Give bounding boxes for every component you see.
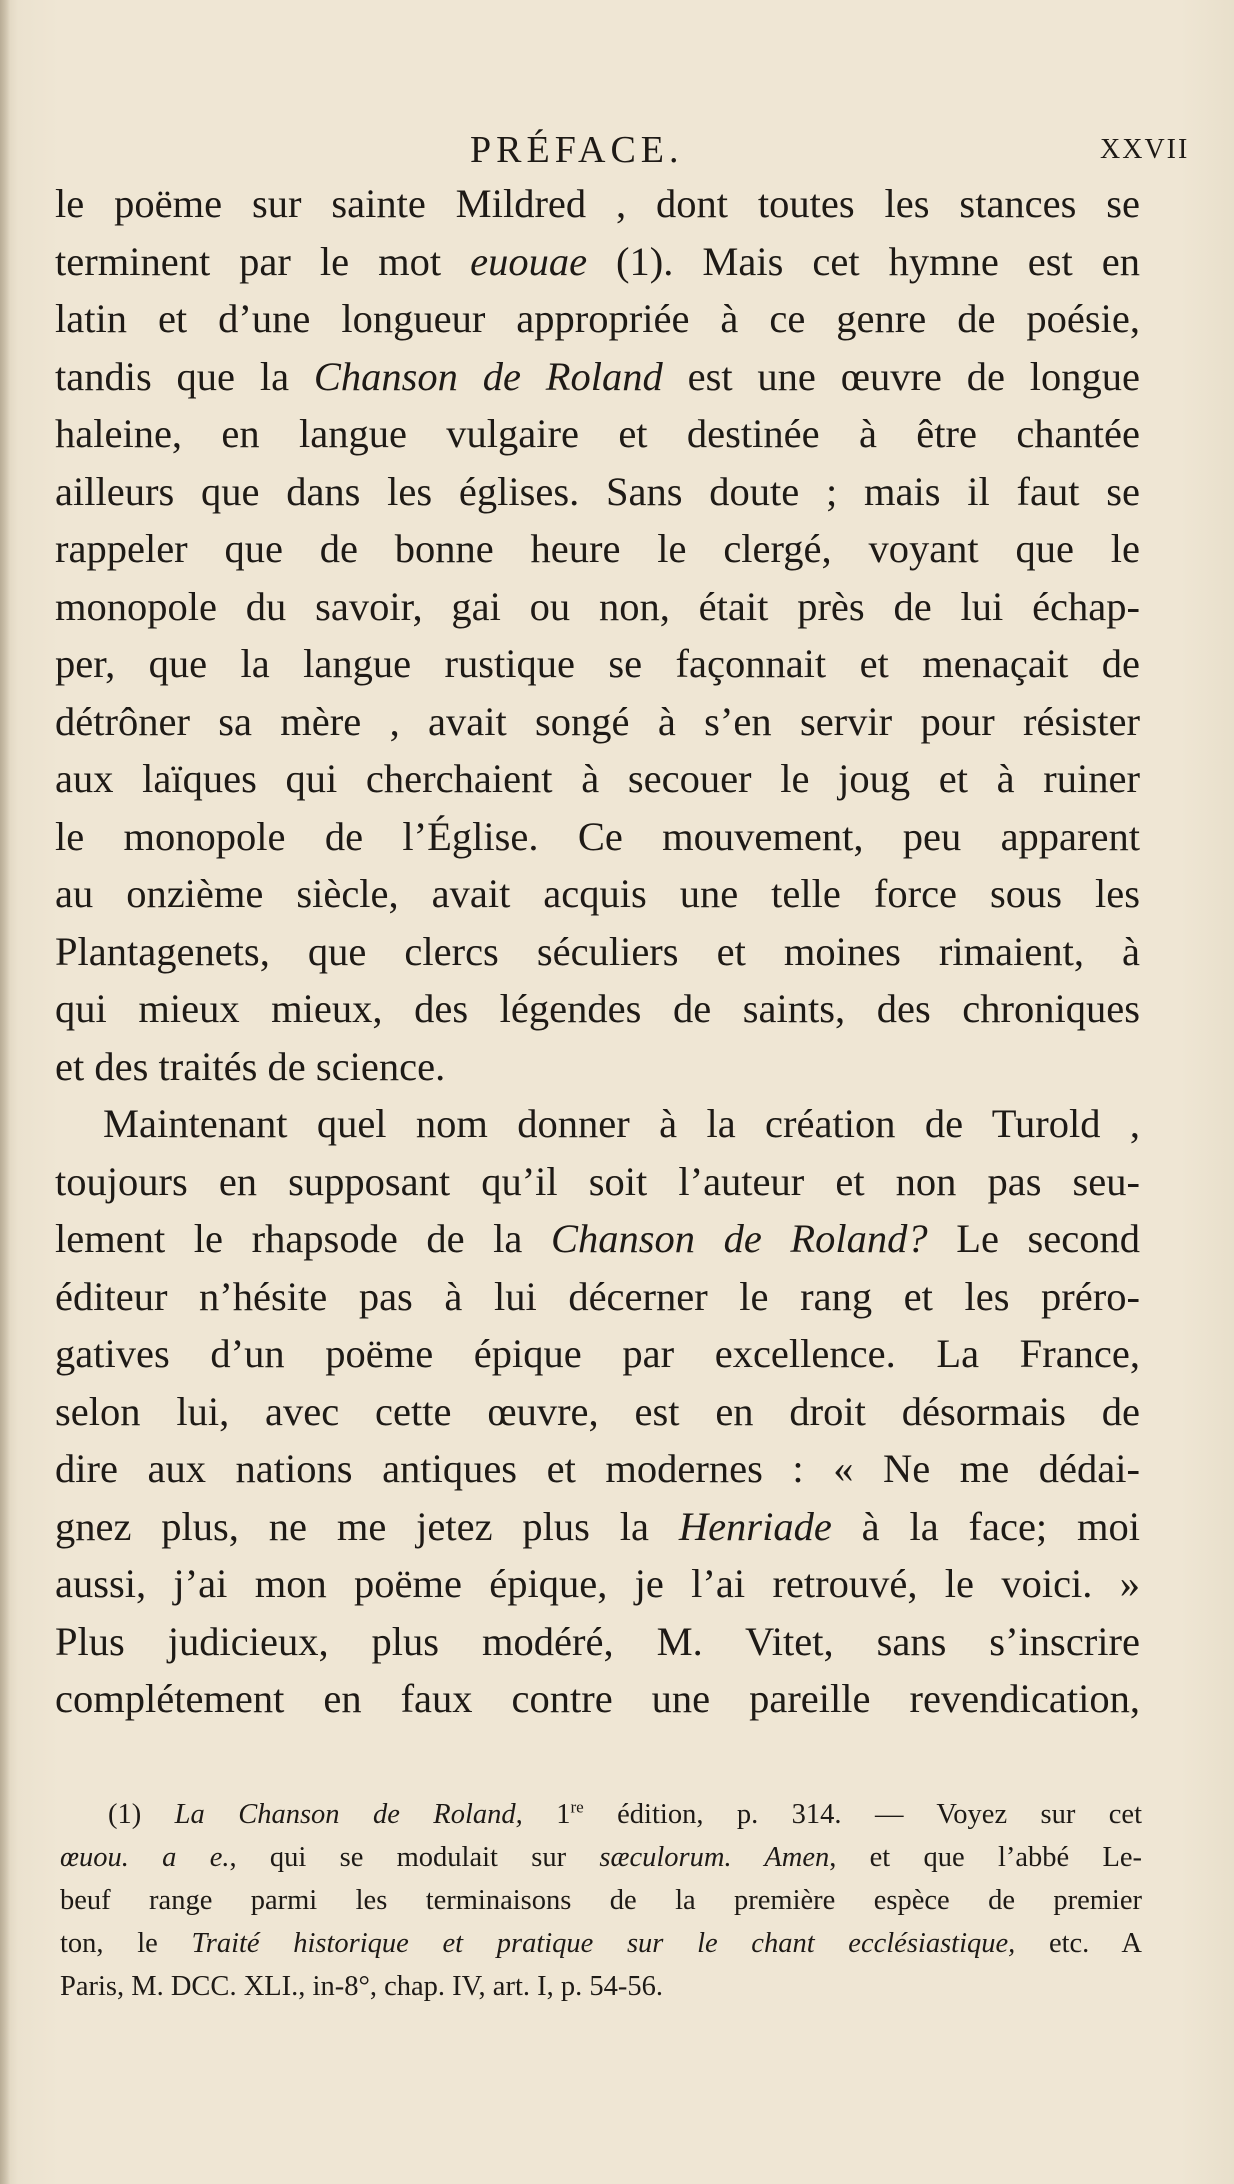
text-line: et des traités de science.	[55, 1043, 446, 1089]
text-line: monopole du savoir, gai ou non, était près de lui échap-	[55, 583, 1140, 629]
text-run: est une œuvre de longue	[662, 353, 1140, 399]
text-line	[55, 1498, 1140, 1556]
running-head	[60, 118, 1190, 178]
text-run: , et que l’abbé Le-	[829, 1842, 1142, 1873]
text-line: gatives d’un poëme épique par excellence. La France,	[55, 1331, 1140, 1376]
text-run: (1). Mais cet hymne est en	[587, 238, 1140, 284]
text-run: Le second	[927, 1216, 1140, 1261]
text-line: selon lui, avec cette œuvre, est en droit désormais de	[55, 1388, 1140, 1434]
italic-title: Chanson de Roland	[313, 353, 663, 399]
text-run: terminent par le mot	[55, 238, 471, 284]
text-line: dire aux nations antiques et modernes : « Ne me dédai-	[55, 1446, 1140, 1491]
italic-term: euouae	[470, 238, 588, 284]
footnote-marker: (1)	[108, 1799, 175, 1830]
italic-title: Henriade	[678, 1503, 832, 1549]
text-line: ailleurs que dans les églises. Sans doute ; mais il faut se	[55, 468, 1140, 514]
text-run: ton, le	[60, 1928, 192, 1959]
text-run: , qui se modulait sur	[229, 1842, 600, 1873]
text-line: le poëme sur sainte Mildred , dont toutes les stances se	[55, 181, 1140, 226]
text-run: 1	[522, 1799, 571, 1830]
italic-title: La Chanson de Roland,	[174, 1799, 523, 1830]
text-line: éditeur n’hésite pas à lui décerner le rang et les préro-	[55, 1273, 1140, 1319]
italic-title: Traité historique et pratique sur le chant ecclésiastique,	[191, 1928, 1016, 1959]
footnote-line: Paris, M. DCC. XLI., in-8°, chap. IV, art. I, p. 54-56.	[60, 1971, 663, 2002]
paragraph-1	[55, 175, 1140, 1095]
body-text	[55, 175, 1140, 1728]
italic-term: sæculorum. Amen	[599, 1842, 830, 1873]
text-run: à la face; moi	[831, 1503, 1141, 1549]
text-line: Maintenant quel nom donner à la création de Turold ,	[103, 1101, 1140, 1146]
text-run: tandis que la	[55, 353, 314, 399]
text-line: latin et d’une longueur appropriée à ce genre de poésie,	[55, 296, 1140, 341]
page-number: XXVII	[1100, 134, 1190, 165]
text-run: lement le rhapsode de la	[55, 1216, 551, 1261]
text-line	[55, 1210, 1140, 1268]
text-run: gnez plus, ne me jetez plus la	[55, 1503, 679, 1549]
text-line: aux laïques qui cherchaient à secouer le joug et à ruiner	[55, 756, 1140, 801]
footnote-line	[60, 1922, 1142, 1965]
footnote-line: beuf range parmi les terminaisons de la première espèce de premier	[60, 1885, 1142, 1916]
text-line: haleine, en langue vulgaire et destinée à être chantée	[55, 411, 1140, 456]
paragraph-2	[55, 1095, 1140, 1728]
italic-title: Chanson de Roland?	[551, 1216, 928, 1261]
italic-term: œuou. a e.	[60, 1842, 230, 1873]
text-line	[55, 348, 1140, 406]
footnote-line	[60, 1793, 1142, 1836]
text-line	[55, 233, 1140, 291]
text-line: détrôner sa mère , avait songé à s’en servir pour résister	[55, 698, 1140, 744]
text-line: aussi, j’ai mon poëme épique, je l’ai retrouvé, le voici. »	[55, 1561, 1140, 1606]
text-line: qui mieux mieux, des légendes de saints, des chroniques	[55, 986, 1140, 1031]
text-line: complétement en faux contre une pareille revendication,	[55, 1676, 1140, 1721]
text-line: toujours en supposant qu’il soit l’auteur et non pas seu-	[55, 1158, 1140, 1204]
footnote	[60, 1793, 1142, 2008]
text-line: au onzième siècle, avait acquis une telle force sous les	[55, 871, 1140, 916]
text-line: rappeler que de bonne heure le clergé, voyant que le	[55, 526, 1140, 571]
text-run: etc. A	[1015, 1928, 1142, 1959]
text-line: Plantagenets, que clercs séculiers et moines rimaient, à	[55, 928, 1140, 974]
text-run: édition, p. 314. — Voyez sur cet	[583, 1799, 1143, 1830]
running-title: PRÉFACE.	[470, 129, 684, 171]
text-line: le monopole de l’Église. Ce mouvement, peu apparent	[55, 813, 1140, 859]
text-line: Plus judicieux, plus modéré, M. Vitet, sans s’inscrire	[55, 1618, 1140, 1664]
text-line: per, que la langue rustique se façonnait et menaçait de	[55, 641, 1140, 686]
spine-shadow	[0, 0, 10, 2184]
footnote-line	[60, 1836, 1142, 1879]
superscript: re	[570, 1797, 584, 1817]
